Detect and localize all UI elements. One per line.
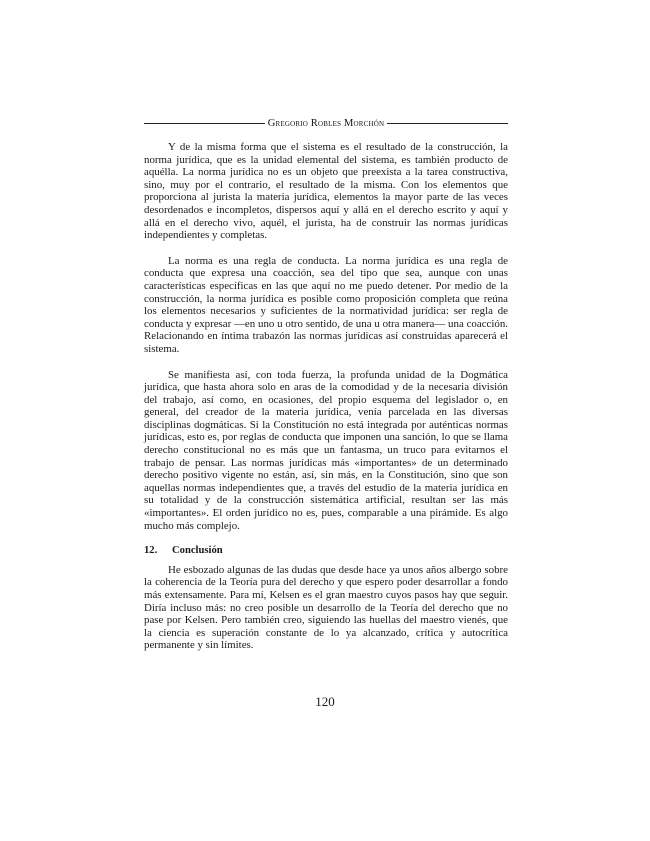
section-number: 12. bbox=[144, 545, 158, 557]
header-rule-right bbox=[387, 123, 508, 124]
section-heading bbox=[144, 545, 508, 558]
section-title: Conclusión bbox=[172, 545, 223, 557]
conclusion-paragraph: He esbozado algunas de las dudas que desde hace ya unos años albergo sobre la coherencia de la Teoría pura del derecho y que espero poder desarrollar a fondo más extensamente. Para mí, Kelsen es el gran maestro cuyos pasos hay que seguir. Diría incluso más: no creo posible un desarrollo de la Teoría del derecho que no pase por Kelsen. Pero también creo, siguiendo las huellas del maestro vienés, que la ciencia es superación constante de lo ya alcanzado, crítica y autocrítica permanente y sin límites. bbox=[144, 563, 508, 652]
page-number: 120 bbox=[315, 694, 335, 709]
running-header bbox=[144, 118, 508, 129]
header-rule-left bbox=[144, 123, 265, 124]
header-author: Gregorio Robles Morchón bbox=[267, 118, 385, 129]
paragraph-2: La norma es una regla de conducta. La norma jurídica es una regla de conducta que expresa una coacción, sea del tipo que sea, aunque con unas características específicas en las que aquí no me puedo detener. Por medio de la construcción, la norma jurídica es posible como proposición completa que reúna los elementos necesarios y suficientes de la normatividad jurídica: ser regla de conducta y expresar —en uno u otro sentido, de una u otra manera— una coacción. Relacionando en íntima trabazón las normas jurídicas así construidas aparecerá el sistema. bbox=[144, 254, 508, 355]
body-text bbox=[144, 141, 508, 665]
paragraph-3: Se manifiesta así, con toda fuerza, la profunda unidad de la Dogmática jurídica, que hasta ahora solo en aras de la comodidad y de la necesaria división del trabajo, así como, en ocasiones, del propio esquema del legislador o, en general, del creador de la materia jurídica, venía parcelada en las diversas disciplinas dogmáticas. Si la Constitución no está integrada por auténticas normas jurídicas, esto es, por reglas de conducta que imponen una sanción, lo que se llama derecho constitucional no es más que un fantasma, un truco para evitarnos el trabajo de pensar. Las normas jurídicas más «importantes» de un determinado derecho positivo vigente no están, así, sin más, en la Constitución, sino que son aquellas normas independientes que, a través del estudio de la materia jurídica en su totalidad y de la construcción sistemática artificial, resultan ser las más «importantes». El orden jurídico no es, pues, comparable a una pirámide. Es algo mucho más complejo. bbox=[144, 368, 508, 532]
paragraph-1: Y de la misma forma que el sistema es el resultado de la construcción, la norma jurídica, que es la unidad elemental del sistema, es también producto de aquélla. La norma jurídica no es un objeto que preexista a la tarea constructiva, sino, muy por el contrario, el resultado de la misma. Con los elementos que proporciona al jurista la materia jurídica, elementos la mayor parte de las veces desordenados e incompletos, dispersos aquí y allá en el derecho escrito y aquí y allá en el derecho vivo, aquél, el jurista, ha de construir las normas jurídicas independientes y completas. bbox=[144, 141, 508, 242]
